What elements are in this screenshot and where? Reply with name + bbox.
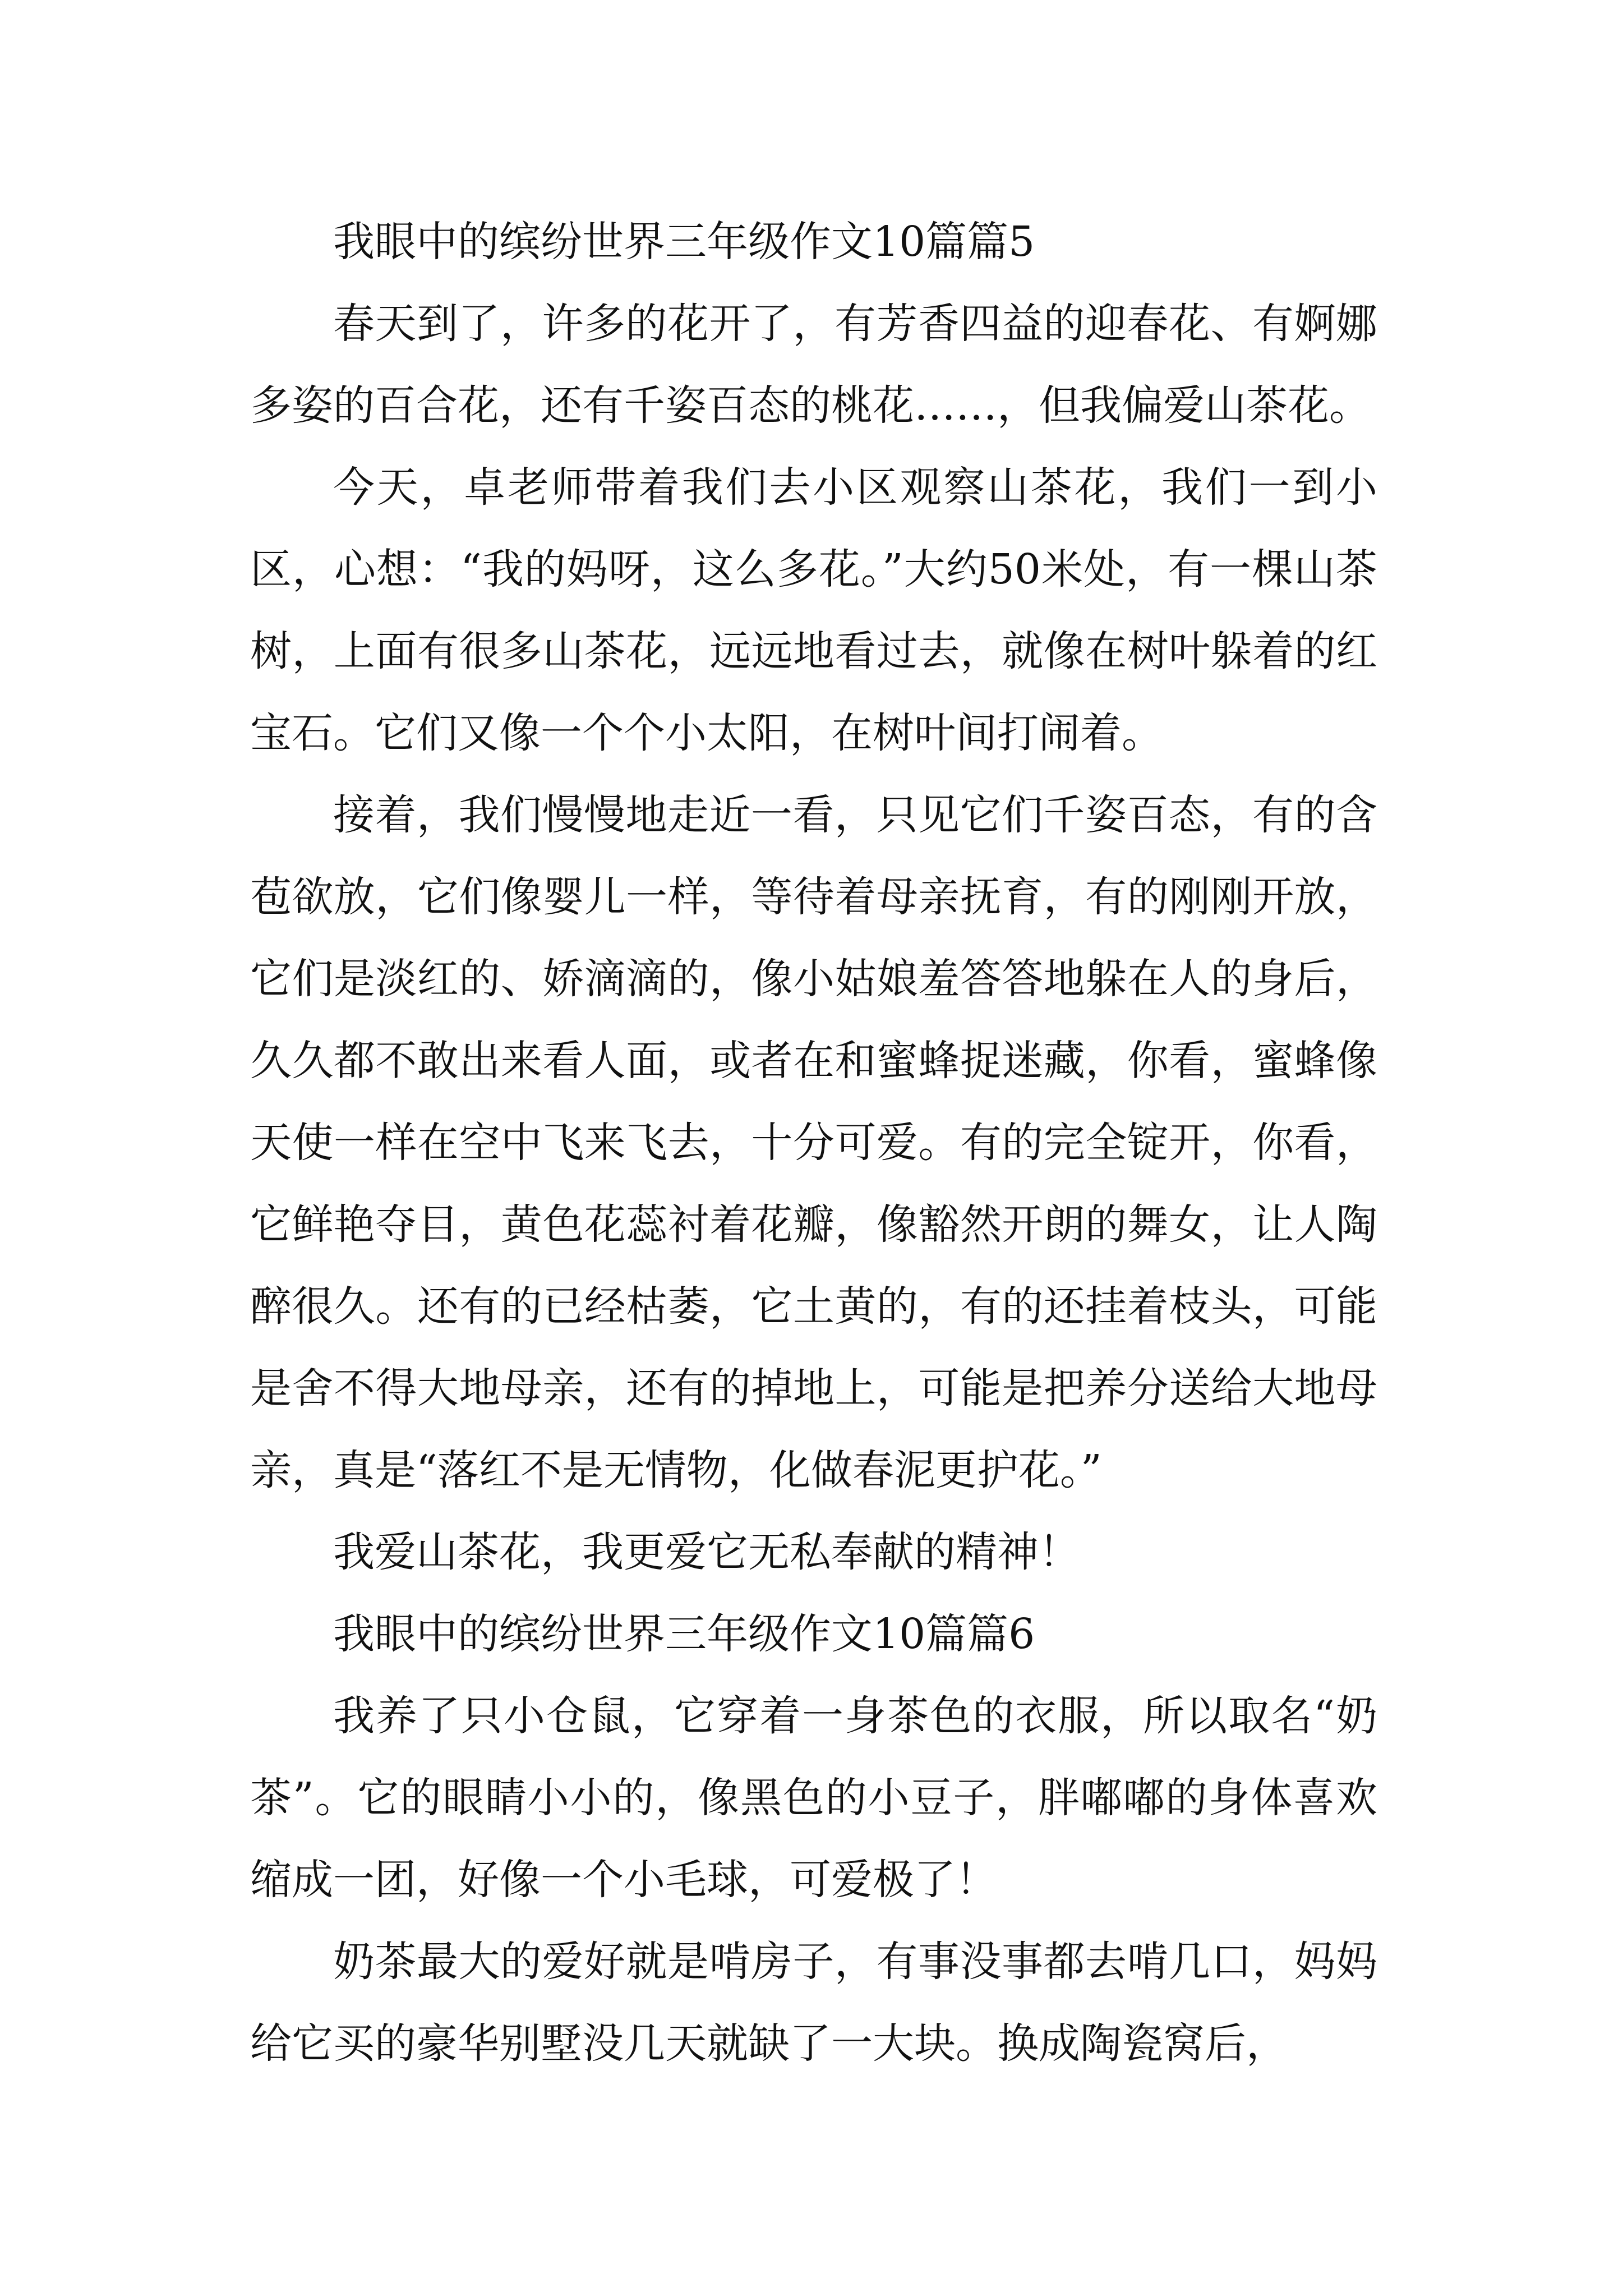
- paragraph: 奶茶最大的爱好就是啃房子，有事没事都去啃几口，妈妈给它买的豪华别墅没几天就缺了一大块。换成陶瓷窝后，: [250, 1938, 1377, 2068]
- paragraph: 接着，我们慢慢地走近一看，只见它们千姿百态，有的含苞欲放，它们像婴儿一样，等待着母亲抚育，有的刚刚开放，它们是淡红的、娇滴滴的，像小姑娘羞答答地躲在人的身后，久久都不敢出来看人面，或者在和蜜蜂捉迷藏，你看，蜜蜂像天使一样在空中飞来飞去，十分可爱。有的完全锭开，你看，它鲜艳夺目，黄色花蕊衬着花瓣，像豁然开朗的舞女，让人陶醉很久。还有的已经枯萎，它土黄的，有的还挂着枝头，可能是舍不得大地母亲，还有的掉地上，可能是把养分送给大地母亲，真是“落红不是无情物，化做春泥更护花。”: [250, 791, 1377, 1494]
- paragraph: 我爱山茶花，我更爱它无私奉献的精神！: [333, 1528, 1080, 1576]
- essay-title-6: 我眼中的缤纷世界三年级作文10篇篇6: [333, 1610, 1035, 1658]
- paragraph: 春天到了，许多的花开了，有芳香四益的迎春花、有婀娜多姿的百合花，还有千姿百态的桃花……，但我偏爱山茶花。: [250, 300, 1377, 430]
- paragraph: 我养了只小仓鼠，它穿着一身茶色的衣服，所以取名“奶茶”。它的眼睛小小的，像黑色的小豆子，胖嘟嘟的身体喜欢缩成一团，好像一个小毛球，可爱极了！: [250, 1692, 1377, 1904]
- paragraph: 今天，卓老师带着我们去小区观察山茶花，我们一到小区，心想：“我的妈呀，这么多花。”大约50米处，有一棵山茶树，上面有很多山茶花，远远地看过去，就像在树叶躲着的红宝石。它们又像一个个小太阳，在树叶间打闹着。: [250, 463, 1377, 757]
- document-body: [250, 201, 1377, 2085]
- essay-title-5: 我眼中的缤纷世界三年级作文10篇篇5: [333, 218, 1035, 266]
